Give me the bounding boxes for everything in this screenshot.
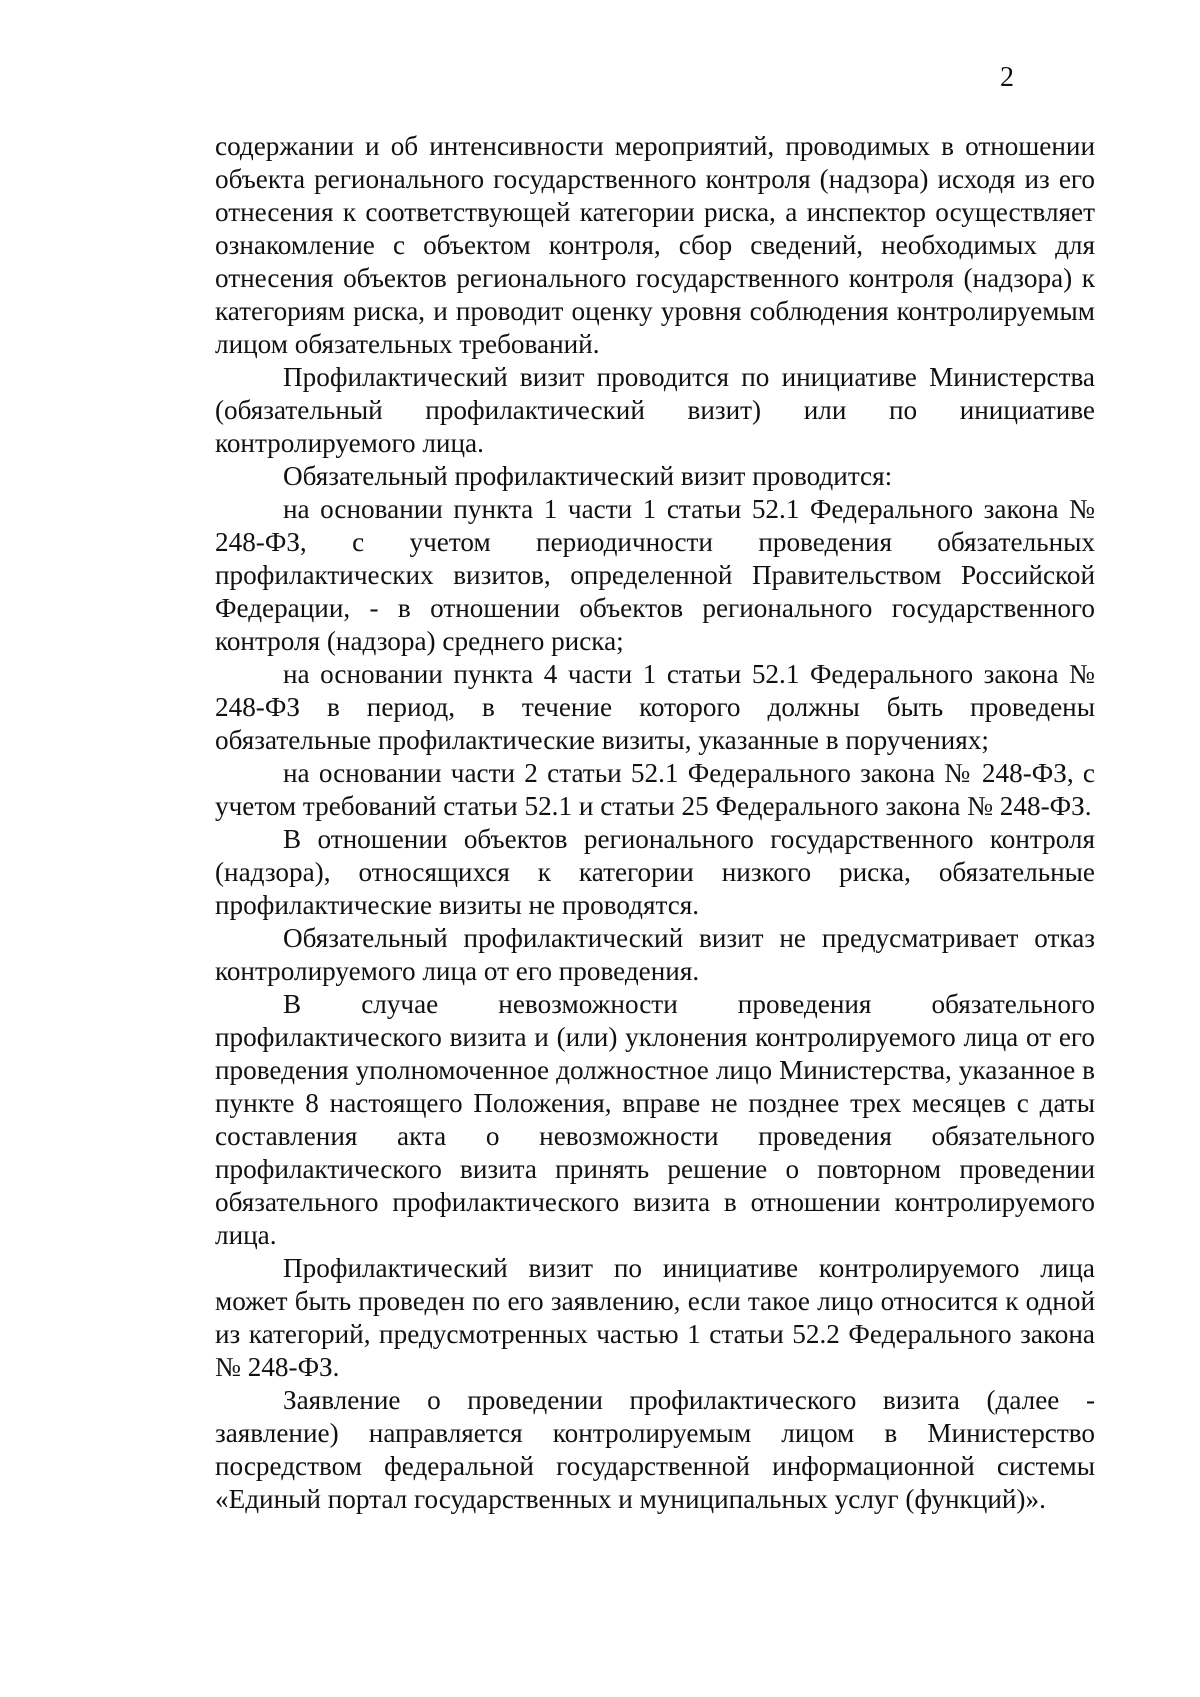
paragraph-visit-on-request: Профилактический визит по инициативе контролируемого лица может быть проведен по его заявлению, если такое лицо относится к одной из категорий, предусмотренных частью 1 статьи 52.2 Федерального закона № 248-ФЗ. [215, 1253, 1095, 1382]
paragraph-impossibility: В случае невозможности проведения обязательного профилактического визита и (или) уклонения контролируемого лица от его проведения уполномоченное должностное лицо Министерства, указанное в пункте 8 настоящего Положения, вправе не позднее трех месяцев с даты составления акта о невозможности проведения обязательного профилактического визита принять решение о повторном проведении обязательного профилактического визита в отношении контролируемого лица. [215, 989, 1095, 1250]
paragraph-application: Заявление о проведении профилактического визита (далее - заявление) направляется контролируемым лицом в Министерство посредством федеральной государственной информационной системы «Единый портал государственных и муниципальных услуг (функций)». [215, 1385, 1095, 1514]
paragraph-continuation: содержании и об интенсивности мероприятий, проводимых в отношении объекта регионального государственного контроля (надзора) исходя из его отнесения к соответствующей категории риска, а инспектор осуществляет ознакомление с объектом контроля, сбор сведений, необходимых для отнесения объектов регионального государственного контроля (надзора) к категориям риска, и проводит оценку уровня соблюдения контролируемым лицом обязательных требований. [215, 131, 1095, 359]
paragraph-basis-item-1: на основании пункта 1 части 1 статьи 52.1 Федерального закона № 248-ФЗ, с учетом периодичности проведения обязательных профилактических визитов, определенной Правительством Российской Федерации, - в отношении объектов регионального государственного контроля (надзора) среднего риска; [215, 494, 1095, 656]
paragraph-preventive-visit-initiative: Профилактический визит проводится по инициативе Министерства (обязательный профилактический визит) или по инициативе контролируемого лица. [215, 362, 1095, 458]
paragraph-low-risk: В отношении объектов регионального государственного контроля (надзора), относящихся к категории низкого риска, обязательные профилактические визиты не проводятся. [215, 824, 1095, 920]
paragraph-basis-item-4: на основании пункта 4 части 1 статьи 52.1 Федерального закона № 248-ФЗ в период, в течение которого должны быть проведены обязательные профилактические визиты, указанные в поручениях; [215, 659, 1095, 755]
document-body [215, 130, 1095, 1516]
page-number: 2 [1000, 62, 1014, 93]
paragraph-no-refusal: Обязательный профилактический визит не предусматривает отказ контролируемого лица от его проведения. [215, 923, 1095, 986]
paragraph-mandatory-visit-intro: Обязательный профилактический визит проводится: [283, 461, 893, 491]
paragraph-basis-part-2: на основании части 2 статьи 52.1 Федерального закона № 248-ФЗ, с учетом требований статьи 52.1 и статьи 25 Федерального закона № 248-ФЗ. [215, 758, 1095, 821]
